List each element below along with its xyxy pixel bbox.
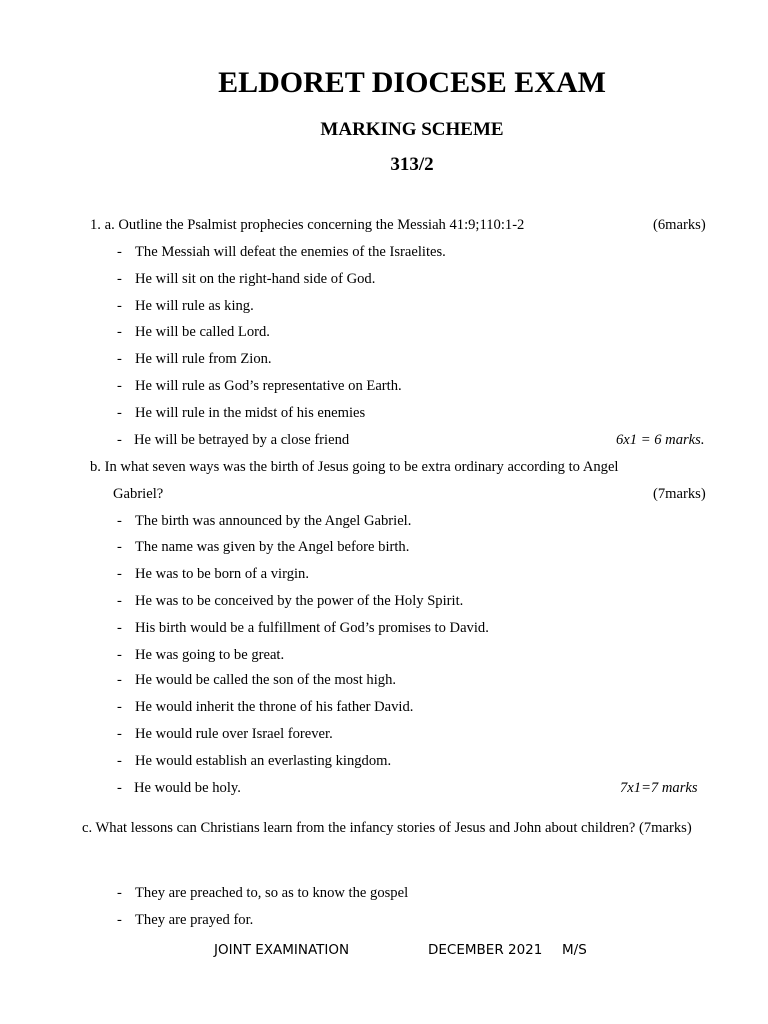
answer-text: He would establish an everlasting kingdom. (135, 753, 392, 769)
bullet-dash: - (117, 351, 122, 367)
question-1b: b. In what seven ways was the birth of Jesus going to be extra ordinary according to Angel (90, 459, 619, 475)
answer-text: His birth would be a fulfillment of God’s promises to David. (135, 620, 489, 636)
answer-text: He would inherit the throne of his father David. (135, 699, 414, 715)
answer-text: He will rule in the midst of his enemies (135, 405, 366, 421)
question-1b-continuation: Gabriel? (113, 486, 164, 502)
question-1c: c. What lessons can Christians learn from the infancy stories of Jesus and John about children? (7marks) (82, 820, 692, 836)
question-1a-score: 6x1 = 6 marks. (616, 432, 705, 448)
bullet-dash: - (117, 647, 122, 663)
footer-date: DECEMBER 2021 (428, 942, 543, 958)
bullet-dash: - (117, 593, 122, 609)
bullet-dash: - (117, 539, 122, 555)
bullet-dash: - (117, 244, 122, 260)
bullet-dash: - (117, 513, 122, 529)
bullet-dash: - (117, 566, 122, 582)
paper-code: 313/2 (390, 154, 434, 175)
answer-text: He would be holy. (134, 780, 241, 796)
footer-exam-label: JOINT EXAMINATION (214, 942, 350, 958)
answer-text: They are preached to, so as to know the gospel (135, 885, 409, 901)
answer-text: He would be called the son of the most high. (135, 672, 397, 688)
bullet-dash: - (117, 271, 122, 287)
answer-text: He will rule from Zion. (135, 351, 272, 367)
bullet-dash: - (117, 780, 122, 796)
bullet-dash: - (117, 726, 122, 742)
question-1b-marks: (7marks) (653, 486, 706, 502)
marking-scheme-heading: MARKING SCHEME (320, 119, 504, 140)
answer-text: The birth was announced by the Angel Gabriel. (135, 513, 412, 529)
answer-text: The Messiah will defeat the enemies of the Israelites. (135, 244, 446, 260)
bullet-dash: - (117, 753, 122, 769)
answer-text: He will be betrayed by a close friend (134, 432, 350, 448)
answer-text: He will be called Lord. (135, 324, 270, 340)
bullet-dash: - (117, 324, 122, 340)
bullet-dash: - (117, 298, 122, 314)
question-1a: 1. a. Outline the Psalmist prophecies concerning the Messiah 41:9;110:1-2 (90, 217, 525, 233)
exam-title: ELDORET DIOCESE EXAM (218, 66, 606, 99)
bullet-dash: - (117, 620, 122, 636)
answer-text: He was to be conceived by the power of the Holy Spirit. (135, 593, 464, 609)
bullet-dash: - (117, 912, 122, 928)
answer-text: He will rule as God’s representative on Earth. (135, 378, 402, 394)
answer-text: He will rule as king. (135, 298, 254, 314)
answer-text: He was going to be great. (135, 647, 285, 663)
answer-text: He will sit on the right-hand side of God. (135, 271, 376, 287)
footer-ms: M/S (562, 942, 587, 958)
bullet-dash: - (117, 378, 122, 394)
bullet-dash: - (117, 699, 122, 715)
answer-text: They are prayed for. (135, 912, 254, 928)
bullet-dash: - (117, 405, 122, 421)
question-1b-score: 7x1=7 marks (620, 780, 698, 796)
answer-text: He was to be born of a virgin. (135, 566, 310, 582)
answer-text: The name was given by the Angel before birth. (135, 539, 410, 555)
question-1a-marks: (6marks) (653, 217, 706, 233)
answer-text: He would rule over Israel forever. (135, 726, 333, 742)
bullet-dash: - (117, 672, 122, 688)
bullet-dash: - (117, 885, 122, 901)
bullet-dash: - (117, 432, 122, 448)
